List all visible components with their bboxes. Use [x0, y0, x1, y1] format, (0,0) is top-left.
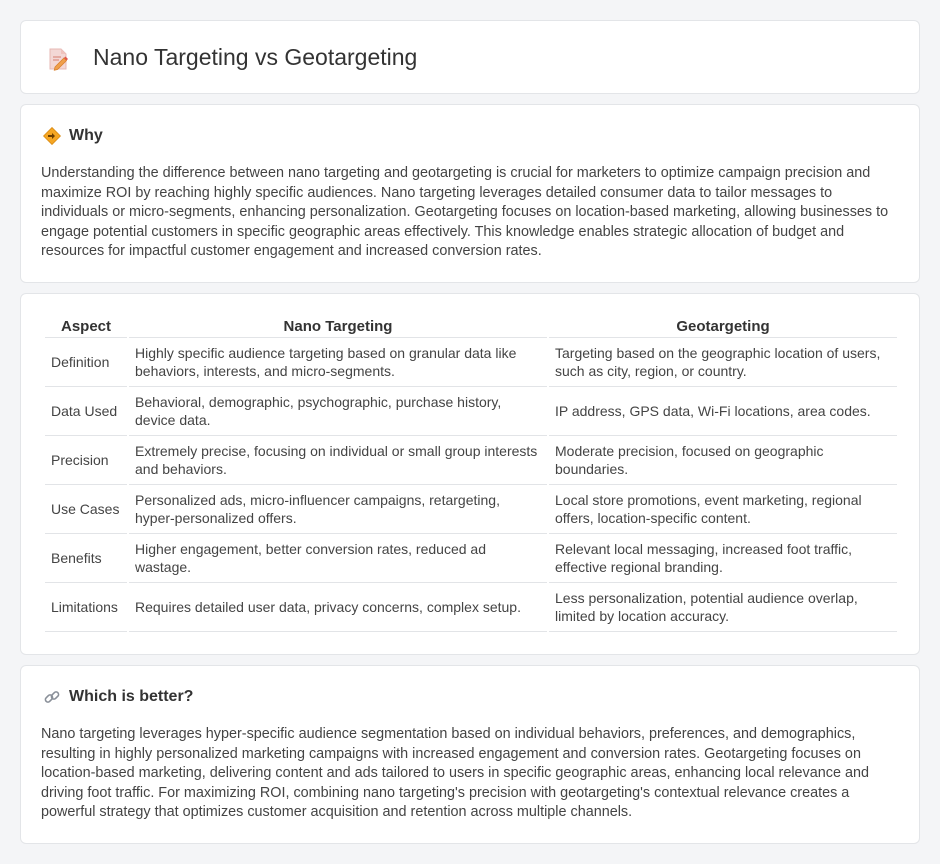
nano-cell: Higher engagement, better conversion rates, reduced ad wastage.: [129, 534, 547, 583]
aspect-cell: Data Used: [45, 387, 127, 436]
which-is-better-section: [20, 665, 920, 844]
header-geotargeting: Geotargeting: [549, 316, 897, 338]
header-nano-targeting: Nano Targeting: [129, 316, 547, 338]
diamond-signpost-icon: [43, 127, 61, 145]
why-section: [20, 104, 920, 283]
document-pencil-icon: [47, 47, 69, 71]
table-row: [45, 534, 897, 583]
aspect-cell: Use Cases: [45, 485, 127, 534]
title-card: [20, 20, 920, 94]
page-title: Nano Targeting vs Geotargeting: [93, 44, 418, 70]
geo-cell: Relevant local messaging, increased foot traffic, effective regional branding.: [549, 534, 897, 583]
aspect-cell: Precision: [45, 436, 127, 485]
nano-cell: Highly specific audience targeting based on granular data like behaviors, interests, and micro-segments.: [129, 338, 547, 387]
table-row: [45, 436, 897, 485]
table-header-row: [45, 316, 897, 338]
why-text: Understanding the difference between nano targeting and geotargeting is crucial for marketers to optimize campaign precision and maximize ROI by reaching highly specific audiences. Nano targeting leverages detailed consumer data to tailor messages to individuals or micro-segments, enhancing personalization. Geotargeting focuses on location-based marketing, allowing businesses to engage potential customers in specific geographic areas effectively. This knowledge enables strategic allocation of budget and resources for impactful customer engagement and increased conversion rates.: [41, 165, 889, 260]
geo-cell: Targeting based on the geographic location of users, such as city, region, or country.: [549, 338, 897, 387]
better-heading: Which is better?: [69, 688, 194, 705]
aspect-cell: Benefits: [45, 534, 127, 583]
nano-cell: Extremely precise, focusing on individual or small group interests and behaviors.: [129, 436, 547, 485]
header-aspect: Aspect: [45, 316, 127, 338]
geo-cell: IP address, GPS data, Wi-Fi locations, area codes.: [549, 387, 897, 436]
aspect-cell: Limitations: [45, 583, 127, 632]
better-text: Nano targeting leverages hyper-specific audience segmentation based on individual behaviors, preferences, and demographics, resulting in highly personalized marketing campaigns with increased engagement and conversion rates. Geotargeting focuses on location-based marketing, delivering content and ads tailored to users in specific geographic areas, enhancing local relevance and driving foot traffic. For maximizing ROI, combining nano targeting's precision with geotargeting's contextual relevance creates a powerful strategy that optimizes customer acquisition and retention across multiple channels.: [41, 726, 869, 821]
nano-cell: Personalized ads, micro-influencer campaigns, retargeting, hyper-personalized offers.: [129, 485, 547, 534]
aspect-cell: Definition: [45, 338, 127, 387]
table-row: [45, 338, 897, 387]
geo-cell: Moderate precision, focused on geographic boundaries.: [549, 436, 897, 485]
nano-cell: Behavioral, demographic, psychographic, purchase history, device data.: [129, 387, 547, 436]
link-icon: [43, 688, 61, 706]
geo-cell: Less personalization, potential audience overlap, limited by location accuracy.: [549, 583, 897, 632]
why-heading: Why: [69, 127, 103, 144]
comparison-section: [20, 293, 920, 655]
geo-cell: Local store promotions, event marketing, regional offers, location-specific content.: [549, 485, 897, 534]
nano-cell: Requires detailed user data, privacy concerns, complex setup.: [129, 583, 547, 632]
comparison-table: [43, 316, 899, 632]
table-row: [45, 485, 897, 534]
table-row: [45, 583, 897, 632]
table-row: [45, 387, 897, 436]
